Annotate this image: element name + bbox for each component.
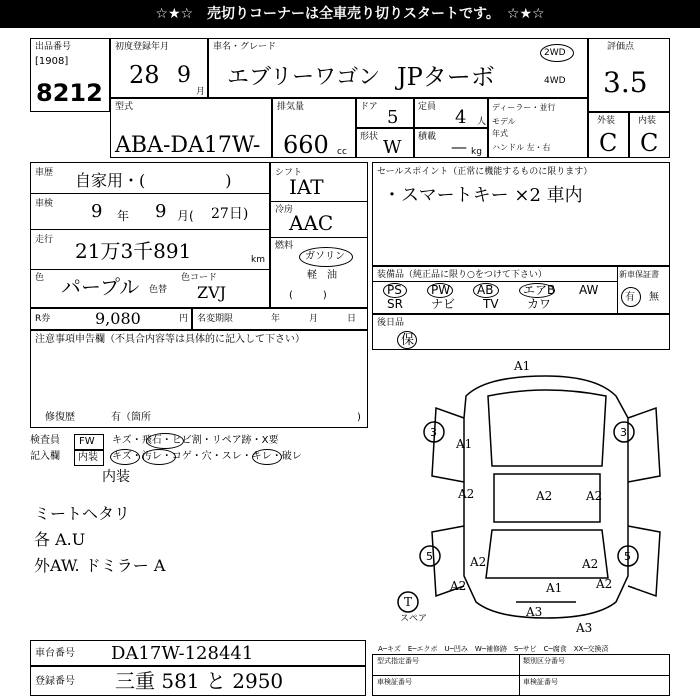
lot-number: 8212 bbox=[36, 79, 103, 107]
ext-cell bbox=[588, 112, 629, 158]
mark-a2-lower-left: A2 bbox=[470, 555, 487, 569]
int-dirt-circle bbox=[142, 449, 176, 465]
dealer-handle: ハンドル 左・右 bbox=[492, 143, 551, 152]
capacity-label: 定員 bbox=[418, 102, 437, 112]
model-grade: JPターボ bbox=[397, 63, 495, 91]
notes-cell bbox=[30, 330, 368, 428]
mark-a2-right: A2 bbox=[586, 489, 603, 503]
int-cell bbox=[629, 112, 670, 158]
meigi-month: 月 bbox=[309, 314, 319, 324]
capacity-unit: 人 bbox=[477, 117, 487, 127]
mark-a3-rear: A3 bbox=[526, 605, 543, 619]
memo-line-2: 各 A.U bbox=[34, 530, 86, 549]
mark-a2-center: A2 bbox=[536, 489, 553, 503]
drive-4wd: 4WD bbox=[544, 76, 566, 86]
interior-items: キズ・汚レ・コゲ・穴・スレ・キレ・破レ bbox=[112, 451, 302, 462]
load-cell bbox=[414, 128, 488, 158]
shape-value: W bbox=[383, 137, 402, 158]
load-value: — bbox=[451, 137, 467, 156]
mileage-value: 21万3千891 bbox=[75, 239, 192, 263]
recycle-label: R券 bbox=[35, 314, 51, 324]
mark-a2-left: A2 bbox=[458, 487, 475, 501]
model-label: 車名・グレード bbox=[213, 42, 277, 52]
plate-value: 三重 581 と 2950 bbox=[115, 669, 284, 693]
equip-pw: PW bbox=[431, 283, 451, 297]
inspection-day: 27日) bbox=[211, 206, 249, 222]
mark-a1-rear: A1 bbox=[546, 581, 563, 595]
equipment-cell bbox=[372, 266, 670, 314]
mileage-label: 走行 bbox=[35, 235, 54, 245]
car-diagram bbox=[396, 356, 676, 636]
circled-5-left: 5 bbox=[426, 550, 433, 563]
plate-label: 登録番号 bbox=[35, 676, 75, 687]
first-reg-year: 28 bbox=[129, 61, 160, 89]
circled-3-right: 3 bbox=[620, 426, 627, 439]
color-tone-label: 色替 bbox=[149, 285, 168, 295]
equip-ps-circle bbox=[383, 283, 407, 298]
displacement-cell bbox=[272, 98, 356, 158]
score-cell bbox=[588, 38, 670, 112]
score-value: 3.5 bbox=[603, 66, 648, 99]
circled-5-right: 5 bbox=[624, 550, 631, 563]
repair-label: 修復歴 bbox=[45, 412, 75, 423]
capacity-value: 4 bbox=[455, 107, 467, 128]
later-value: 保 bbox=[401, 333, 415, 348]
legend-table bbox=[372, 654, 670, 696]
shape-cell bbox=[356, 128, 414, 158]
capacity-cell bbox=[414, 98, 488, 128]
dealer-year-label: 年式 bbox=[492, 129, 508, 138]
ext-value: C bbox=[599, 129, 618, 157]
notes-label: 注意事項申告欄（不具合内容等は具体的に記入して下さい） bbox=[35, 334, 305, 345]
type-cell bbox=[110, 98, 272, 158]
meigi-cell bbox=[192, 308, 368, 330]
mark-a2-rear-right: A2 bbox=[596, 577, 613, 591]
color-label: 色 bbox=[35, 273, 45, 283]
recycle-unit: 円 bbox=[179, 314, 189, 324]
drive-2wd: 2WD bbox=[544, 48, 566, 58]
lot-cell bbox=[30, 38, 110, 112]
inspector-label1: 検査員 bbox=[30, 435, 60, 446]
equip-ab: AB bbox=[477, 283, 494, 297]
chassis-cell bbox=[30, 640, 366, 666]
equip-pw-circle bbox=[427, 283, 453, 298]
equip-sr: SR bbox=[387, 297, 403, 311]
shift-value: IAT bbox=[289, 175, 324, 199]
equipment-yes: 有 bbox=[625, 292, 635, 303]
vehicle-info-block bbox=[30, 162, 270, 308]
later-label: 後日品 bbox=[377, 318, 405, 328]
mark-a2-lower-right: A2 bbox=[582, 557, 599, 571]
lot-code: [1908] bbox=[35, 56, 69, 67]
color-code-label: 色コード bbox=[181, 273, 218, 283]
aircon-value: AAC bbox=[289, 211, 334, 235]
plate-cell bbox=[30, 666, 366, 696]
fw-title: FW bbox=[79, 436, 95, 447]
meigi-year: 年 bbox=[271, 314, 281, 324]
fw-chip-circle bbox=[146, 433, 184, 449]
repair-value: 有（箇所 bbox=[111, 412, 151, 423]
equip-leather: カワ bbox=[527, 297, 552, 311]
fuel-other: ( ) bbox=[289, 290, 327, 301]
color-value: パープル bbox=[61, 275, 140, 299]
inspector-label2: 記入欄 bbox=[30, 451, 60, 462]
equip-aw: AW bbox=[579, 283, 599, 297]
doors-value: 5 bbox=[387, 107, 399, 128]
chassis-label: 車台番号 bbox=[35, 648, 75, 659]
meigi-label: 名変期限 bbox=[197, 314, 234, 324]
first-reg-cell bbox=[110, 38, 208, 98]
inspection-month-unit: 月( bbox=[177, 209, 194, 223]
spare-value: T bbox=[404, 595, 413, 609]
chassis-value: DA17W-128441 bbox=[111, 643, 254, 664]
type-label: 型式 bbox=[115, 102, 134, 112]
displacement-label: 排気量 bbox=[277, 102, 305, 112]
model-name: エブリーワゴン bbox=[227, 65, 381, 90]
first-reg-label: 初度登録年月 bbox=[115, 42, 170, 52]
meigi-day: 日 bbox=[347, 314, 357, 324]
legend-r1: 型式指定番号 bbox=[377, 657, 419, 665]
equip-airb: エアB bbox=[523, 283, 556, 297]
equip-airb-circle bbox=[519, 283, 555, 298]
first-reg-month-unit: 月 bbox=[196, 87, 206, 97]
recycle-value: 9,080 bbox=[95, 309, 141, 328]
legend-r4: 車検証番号 bbox=[523, 678, 558, 686]
equip-ps: PS bbox=[387, 283, 402, 297]
history-value: 自家用・( ) bbox=[75, 171, 232, 190]
inspection-label: 車検 bbox=[35, 199, 54, 209]
memo-line-1: ミートヘタリ bbox=[34, 504, 131, 523]
mark-a1-top: A1 bbox=[514, 359, 531, 373]
mark-a3-bumper: A3 bbox=[576, 621, 593, 635]
banner: ☆★☆ 売切りコーナーは全車売り切りスタートです。 ☆★☆ bbox=[0, 0, 700, 28]
score-label: 評価点 bbox=[607, 42, 635, 52]
int-scratch-circle bbox=[110, 449, 140, 465]
lot-label: 出品番号 bbox=[35, 42, 72, 52]
displacement-unit: cc bbox=[337, 147, 347, 157]
color-code: ZVJ bbox=[197, 283, 227, 302]
int-value: C bbox=[640, 129, 659, 157]
recycle-cell bbox=[30, 308, 192, 330]
first-reg-month: 9 bbox=[177, 63, 191, 88]
legend-r3: 車検証番号 bbox=[377, 678, 412, 686]
mileage-unit: km bbox=[251, 255, 265, 265]
history-label: 車歴 bbox=[35, 168, 54, 178]
inspection-year-unit: 年 bbox=[117, 209, 130, 223]
dealer-model-label: モデル bbox=[492, 117, 516, 126]
dealer-label: ディーラー・並行 bbox=[492, 103, 556, 112]
equip-tv: TV bbox=[483, 297, 499, 311]
fuel-label: 燃料 bbox=[275, 241, 294, 251]
load-unit: kg bbox=[471, 147, 482, 157]
equip-ab-circle bbox=[473, 283, 499, 298]
dealer-cell bbox=[488, 98, 588, 158]
sales-label: セールスポイント（正常に機能するものに限ります） bbox=[377, 167, 593, 177]
int-label: 内装 bbox=[638, 116, 657, 126]
doors-label: ドア bbox=[360, 102, 378, 112]
mark-a2-rear-left: A2 bbox=[450, 579, 467, 593]
interior-box bbox=[74, 450, 104, 466]
spare-label: スペア bbox=[400, 614, 428, 624]
inspection-month: 9 bbox=[155, 201, 167, 222]
displacement-value: 660 bbox=[283, 131, 329, 159]
fuel-gasoline: ガソリン bbox=[305, 251, 345, 262]
sales-value: ・スマートキー ×2 車内 bbox=[383, 185, 583, 206]
equipment-label: 装備品（純正品に限り○をつけて下さい） bbox=[377, 270, 547, 280]
equipment-new-label: 新車保証書 bbox=[619, 270, 659, 279]
load-label: 積載 bbox=[418, 132, 437, 142]
interior-title: 内装 bbox=[78, 452, 98, 463]
model-cell bbox=[208, 38, 588, 98]
later-cell bbox=[372, 314, 670, 350]
fw-items: キズ・飛石・ヒビ割・リペア跡・X要 bbox=[112, 435, 279, 446]
shape-label: 形状 bbox=[360, 132, 379, 142]
sales-cell bbox=[372, 162, 670, 266]
mark-a1-left: A1 bbox=[456, 437, 473, 451]
legend-r2: 類別区分番号 bbox=[523, 657, 565, 665]
inspection-year: 9 bbox=[91, 201, 103, 222]
shift-label: シフト bbox=[275, 168, 303, 178]
int-wear-circle bbox=[252, 449, 282, 465]
aircon-label: 冷房 bbox=[275, 205, 294, 215]
doors-cell bbox=[356, 98, 414, 128]
repair-close: ) bbox=[357, 412, 361, 423]
equip-navi: ナビ bbox=[431, 297, 456, 311]
type-value: ABA-DA17W- bbox=[115, 133, 261, 158]
ext-label: 外装 bbox=[597, 116, 616, 126]
memo-line-0: 内装 bbox=[102, 469, 130, 485]
legend-text: A─キズ E─エクボ U─凹み W─補修跡 S─サビ C─腐食 XX─交換済 bbox=[378, 645, 609, 653]
memo-line-3: 外AW. ドミラー A bbox=[34, 556, 166, 575]
fw-box bbox=[74, 434, 104, 450]
circled-3-left: 3 bbox=[430, 426, 437, 439]
mech-block bbox=[270, 162, 368, 308]
fuel-diesel: 軽 油 bbox=[307, 270, 337, 281]
equipment-no: 無 bbox=[649, 292, 659, 303]
